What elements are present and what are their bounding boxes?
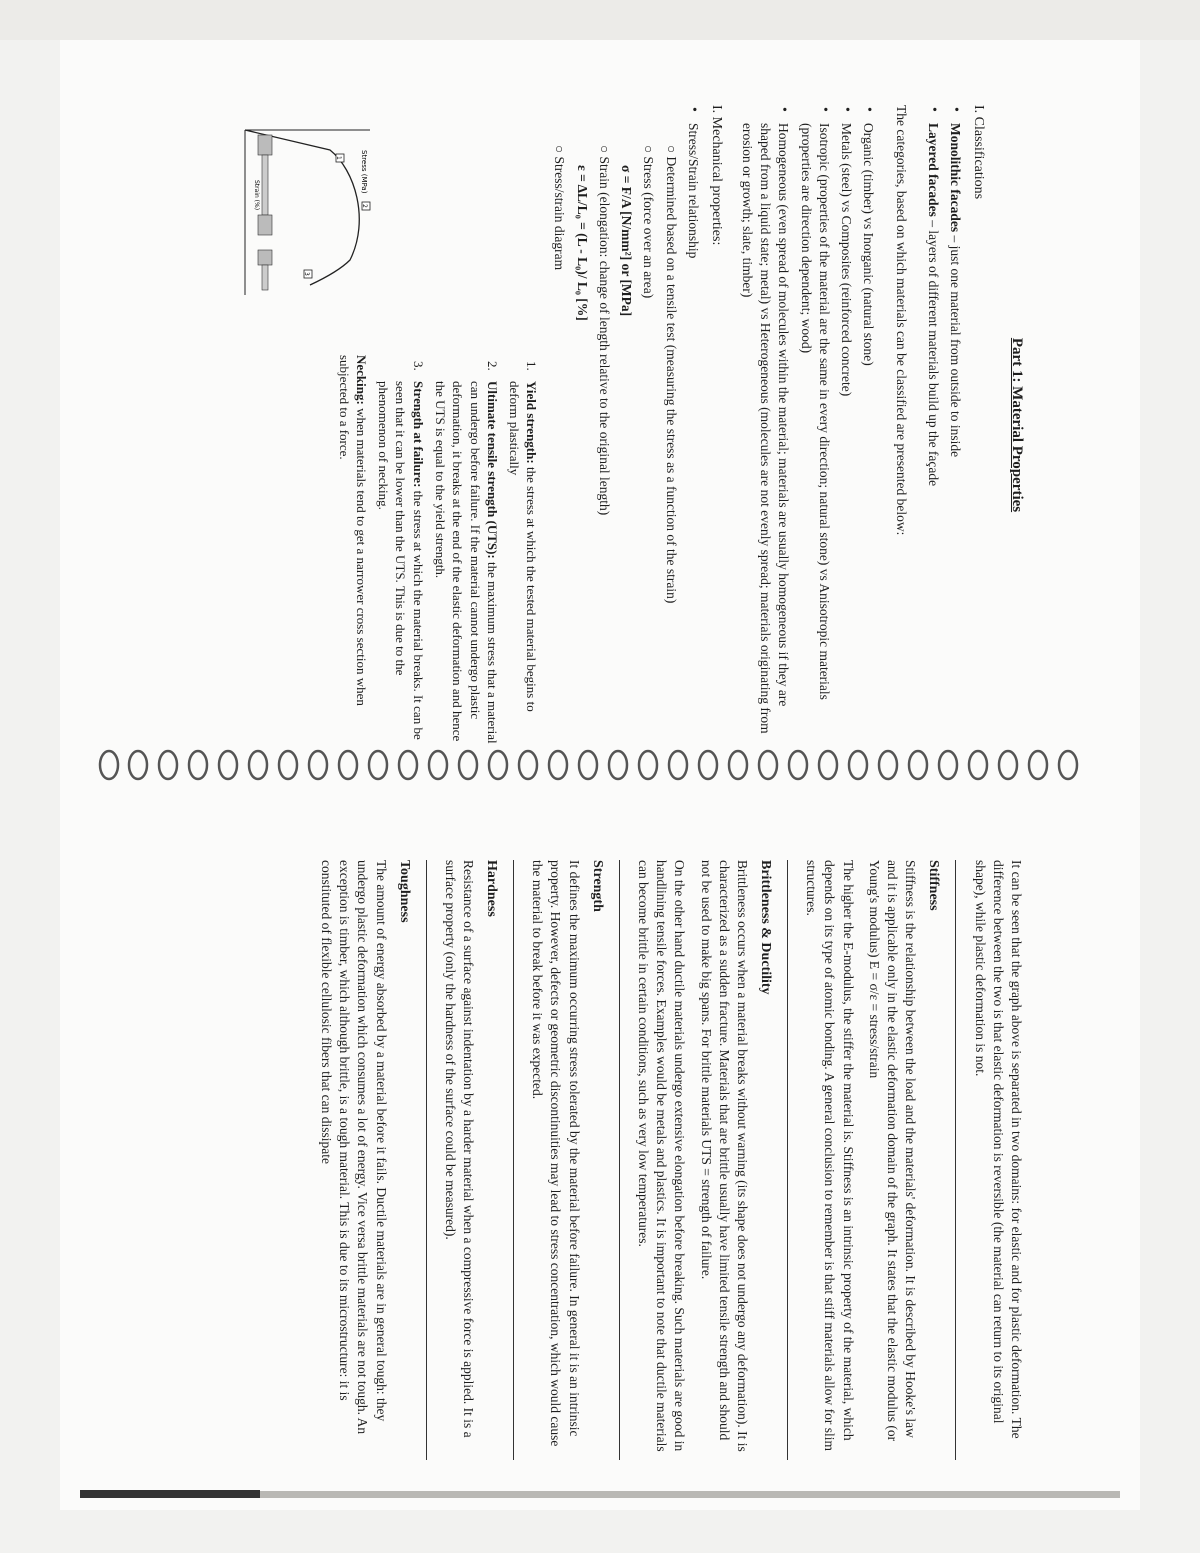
list-item: • Homogeneous (even spread of molecules within the material; materials are usually homogeneous if they are shaped from a liquid state; metal) vs Heterogeneous (molecules are not evenly spread; materials originating from erosion or growth; slate, timber) xyxy=(738,105,793,745)
intro-paragraph: It can be seen that the graph above is separated in two domains: for elastic and for plastic deformation. The difference between the two is that elastic deformation is reversible (the material can return to its original shape), while plastic deformation is not. xyxy=(972,860,1024,1439)
brittleness-heading: Brittleness & Ductility xyxy=(758,860,774,995)
stiffness-heading: Stiffness xyxy=(926,860,942,911)
x-axis-label: Strain (%) xyxy=(253,180,260,211)
scan-bottom-edge xyxy=(80,1490,1120,1500)
binding-coil xyxy=(789,751,807,779)
edge-gray xyxy=(260,1491,1120,1498)
marker-3: 3 xyxy=(303,272,310,276)
section-divider xyxy=(513,860,514,1460)
list-item: 2. Ultimate tensile strength (UTS): the maximum stress that a material can undergo before failure. If the material cannot undergo plastic deformation, it breaks at the end of the elastic deformation and hence the UTS is equal to the yield strength. xyxy=(432,361,501,744)
specimen-grip xyxy=(258,250,272,265)
sub-item: ○ Strain (elongation: change of length relative to the original length) xyxy=(596,145,612,516)
binding-coil xyxy=(999,751,1017,779)
binding-coil xyxy=(279,751,297,779)
strength-paragraph: It defines the maximum occurring stress tolerated by the material before failure. In general it is an intrinsic property. However, defects or geometric discontinuities may lead to stress concentration, which would cause the material to break before it was expected. xyxy=(530,860,582,1447)
sub-item: ○ Determined based on a tensile test (measuring the stress as a function of the strain) xyxy=(663,145,679,604)
hardness-heading: Hardness xyxy=(484,860,500,917)
binding-coil xyxy=(699,751,717,779)
binding-coil xyxy=(729,751,747,779)
edge-dark xyxy=(80,1490,260,1498)
y-axis-label: Stress (MPa) xyxy=(360,150,368,194)
list-item: 1. Yield strength: the stress at which the tested material begins to deform plastically xyxy=(506,361,540,712)
specimen-grip xyxy=(258,135,272,155)
section-divider xyxy=(426,860,427,1460)
binding-coil xyxy=(639,751,657,779)
binding-coil xyxy=(549,751,567,779)
specimen-neck xyxy=(262,265,268,290)
hardness-paragraph: Resistance of a surface against indentation by a harder material when a compressive force is applied. It is a surface property (only the hardness of the surface could be measured). xyxy=(442,860,477,1438)
stress-strain-diagram xyxy=(235,120,440,300)
classifications-heading: I. Classifications xyxy=(971,105,986,200)
binding-coil xyxy=(489,751,507,779)
brittleness-paragraph: Brittleness occurs when a material breaks without warning (its shape does not undergo any deformation). It is characterized as a sudden fracture. Materials that are brittle usually have limited tensile strength and should not be used to make big spans. For brittle materials UTS = strength of failure. xyxy=(698,860,751,1452)
specimen-neck xyxy=(262,155,268,215)
binding-coil xyxy=(219,751,237,779)
binding-coil xyxy=(969,751,987,779)
list-item: • Stress/Strain relationship xyxy=(684,105,702,745)
numbered-list xyxy=(335,355,540,745)
binding-coil xyxy=(579,751,597,779)
list-item: • Organic (timber) vs Inorganic (natural stone) xyxy=(859,105,877,745)
binding-coil xyxy=(759,751,777,779)
binding-coil xyxy=(849,751,867,779)
marker-2: 2 xyxy=(361,204,368,208)
list-item: • Metals (steel) vs Composites (reinforced concrete) xyxy=(837,105,855,745)
stiffness-paragraph: Stiffness is the relationship between the load and the materials' deformation. It is described by Hooke's law and it is applicable only in the elastic deformation domain of the graph. It states that the elastic modulus (or Young's modulus) E = σ/ε = stress/strain xyxy=(866,860,919,1442)
binding-coil xyxy=(669,751,687,779)
sub-item: ○ Stress (force over an area) xyxy=(641,145,657,299)
toughness-paragraph: The amount of energy absorbed by a material before it fails. Ductile materials are in general tough: they undergo plastic deformation which consumes a lot of energy. Vice versa brittle materials are not tough. An exception is timber, which although brittle, is a tough material. This is due to its microstructure: it is constituted of flexible cellulosic fibers that can dissipate xyxy=(318,860,389,1435)
binding-coil xyxy=(369,751,387,779)
stiffness-paragraph: The higher the E-modulus, the stiffer the material is. Stiffness is an intrinsic property of the material, which depends on its type of atomic bonding. A general conclusion to remember is that stiff materials allow for slim structures. xyxy=(804,860,856,1452)
binding-coil xyxy=(819,751,837,779)
binding-coil xyxy=(459,751,477,779)
binding-coil xyxy=(909,751,927,779)
ductility-paragraph: On the other hand ductile materials undergo extensive elongation before breaking. Such materials are good in handlining tensile forces. Examples would be metals and plastics. It is important to note that ductile materials can become brittle in certain conditions, such as very low temperatures. xyxy=(635,860,688,1452)
binding-coil xyxy=(100,751,118,779)
binding-coil xyxy=(339,751,357,779)
binding-coil xyxy=(159,751,177,779)
list-item: 3. Strength at failure: the stress at which the material breaks. It can be seen that it can be lower than the UTS. This is due to the phenomenon of necking. xyxy=(375,361,426,740)
page-2 xyxy=(195,860,1025,1460)
list-item: • Monolithic facades – just one material from outside to inside xyxy=(946,105,964,745)
list-item: • Layered facades – layers of different materials build up the façade xyxy=(924,105,942,745)
section-divider xyxy=(787,860,788,1460)
binding-coil xyxy=(429,751,447,779)
sub-item: ○ Stress/strain diagram xyxy=(552,145,568,271)
binding-coil xyxy=(309,751,327,779)
page-title: Part 1: Material Properties xyxy=(1009,337,1025,513)
binding-coil xyxy=(939,751,957,779)
formula-stress: σ = F/A [N/mm²] or [MPa] xyxy=(619,165,635,317)
binding-coil xyxy=(129,751,147,779)
list-item: • Isotropic (properties of the material are the same in every direction; natural stone) vs Anisotropic materials (properties are direction dependent; wood) xyxy=(796,105,832,745)
toughness-heading: Toughness xyxy=(396,860,412,923)
scan-top-shadow xyxy=(0,0,1200,40)
binding-coil xyxy=(1059,751,1077,779)
section-divider xyxy=(619,860,620,1460)
binding-coil xyxy=(399,751,417,779)
binding-coil xyxy=(189,751,207,779)
binding-coil xyxy=(1029,751,1047,779)
necking-note: Necking: when materials tend to get a narrower cross section when subjected to a force. xyxy=(336,355,370,706)
spiral-binding xyxy=(95,745,1105,785)
marker-1: 1 xyxy=(335,156,342,160)
binding-coil xyxy=(249,751,267,779)
binding-coil xyxy=(879,751,897,779)
mechanical-heading: I. Mechanical properties: xyxy=(708,105,724,246)
section-divider xyxy=(955,860,956,1460)
binding-coil xyxy=(609,751,627,779)
strength-heading: Strength xyxy=(589,860,605,912)
binding-coil xyxy=(519,751,537,779)
specimen-grip xyxy=(258,215,272,235)
categories-intro: The categories, based on which materials can be classified are presented below: xyxy=(893,105,909,536)
formula-strain: ε = ΔL/L₀ = (L - L₀)/ L₀ [%] xyxy=(574,165,590,321)
